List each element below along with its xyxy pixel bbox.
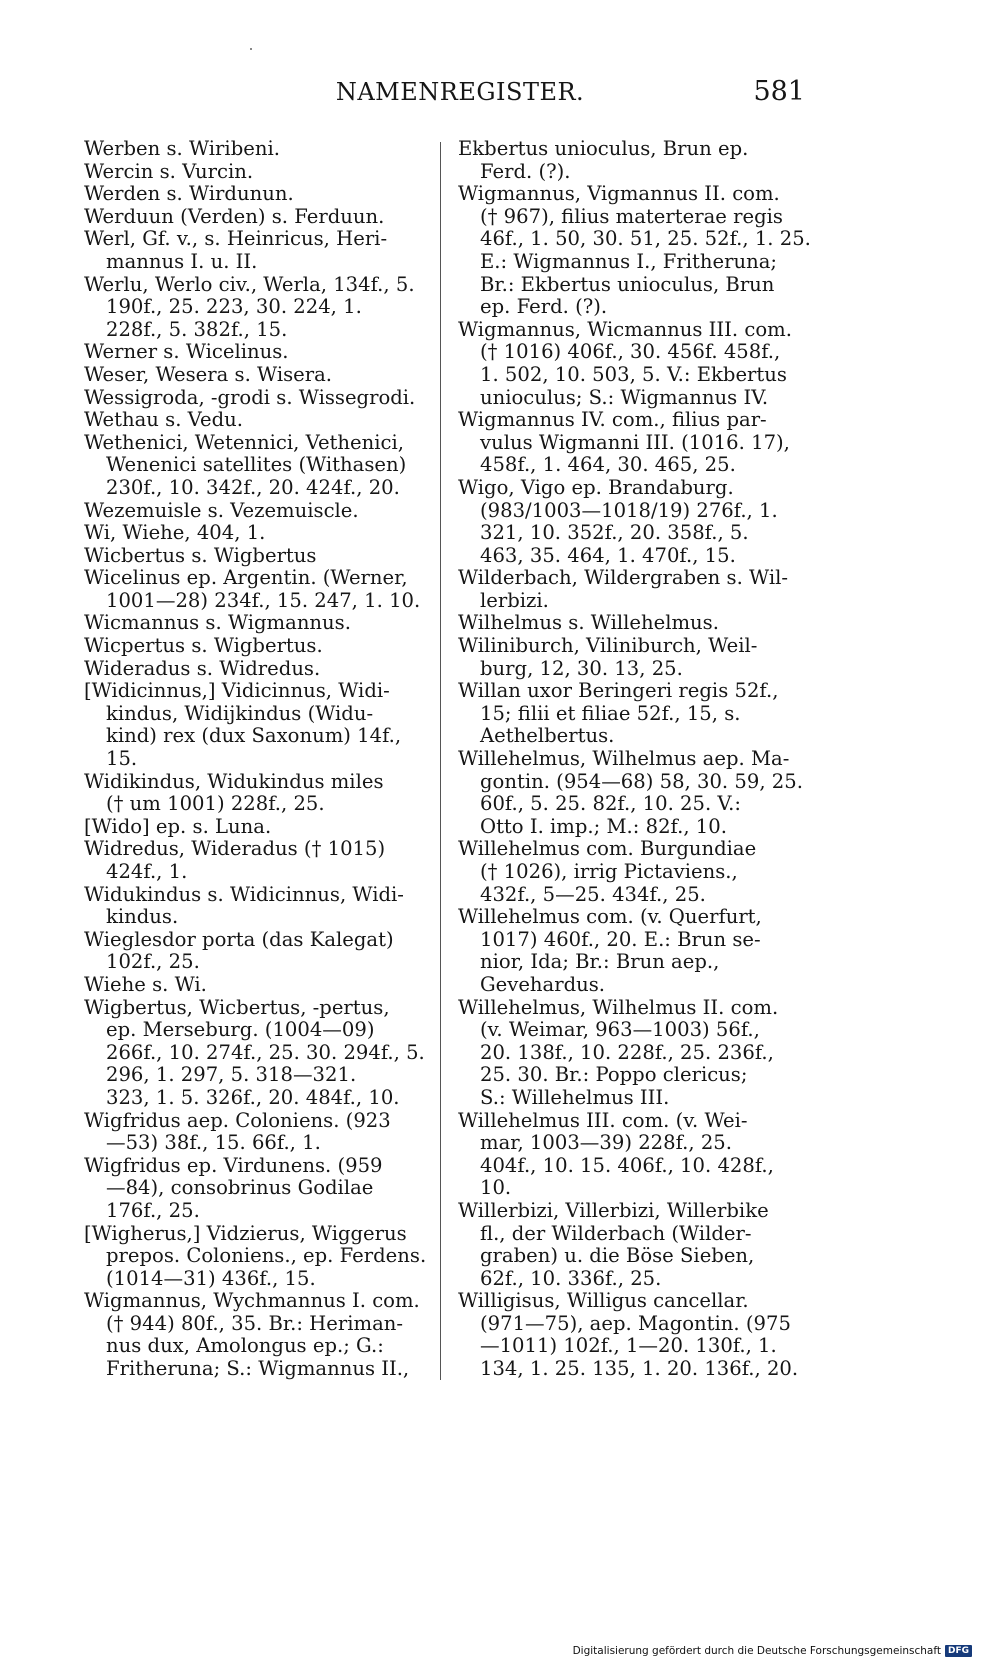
index-entry: [84, 161, 421, 184]
index-entry-headline: Wicelinus ep. Argentin. (Werner,: [84, 566, 408, 590]
index-entry: [458, 138, 795, 183]
index-entry-headline: Wigmannus, Wychmannus I. com.: [84, 1289, 420, 1313]
index-entry: [84, 567, 421, 612]
index-entry-continuation: 228f., 5. 382f., 15.: [106, 317, 288, 341]
index-entry-continuation: —53) 38f., 15. 66f., 1.: [106, 1131, 321, 1155]
index-entry-continuation: kindus, Widijkindus (Widu-: [106, 701, 374, 725]
index-entry-headline: Werl, Gf. v., s. Heinricus, Heri-: [84, 227, 388, 251]
scan-speck: [250, 48, 252, 50]
index-entry-continuation: († um 1001) 228f., 25.: [106, 792, 325, 816]
footer-note-text: Digitalisierung gefördert durch die Deutsche Forschungsgemeinschaft: [572, 1645, 941, 1657]
index-entry: [458, 838, 795, 906]
index-entry-headline: Widukindus s. Widicinnus, Widi-: [84, 882, 404, 906]
index-entry-continuation: mar, 1003—39) 228f., 25.: [480, 1131, 732, 1155]
index-entry: [84, 522, 421, 545]
index-entry: [84, 432, 421, 500]
index-entry-continuation: Gevehardus.: [480, 972, 606, 996]
index-column-left: [84, 137, 427, 1381]
index-entry-headline: [Wigherus,] Vidzierus, Wiggerus: [84, 1221, 407, 1245]
index-entry-continuation: 463, 35. 464, 1. 470f., 15.: [480, 543, 736, 567]
index-entry-continuation: Ferd. (?).: [480, 159, 571, 183]
index-entry: [84, 409, 421, 432]
index-entry-headline: Wercin s. Vurcin.: [84, 159, 254, 183]
index-entry-continuation: 46f., 1. 50, 30. 51, 25. 52f., 1. 25.: [480, 227, 811, 251]
index-entry: [458, 635, 795, 680]
index-entry-headline: Wicmannus s. Wigmannus.: [84, 611, 351, 635]
index-entry-headline: Wilhelmus s. Willehelmus.: [458, 611, 719, 635]
index-entry-continuation: Br.: Ekbertus unioculus, Brun: [480, 272, 775, 296]
index-entry-continuation: 404f., 10. 15. 406f., 10. 428f.,: [480, 1153, 774, 1177]
index-entry-continuation: († 1026), irrig Pictaviens.,: [480, 860, 738, 883]
index-entry-headline: Wigfridus ep. Virdunens. (959: [84, 1153, 383, 1177]
index-entry-continuation: ep. Merseburg. (1004—09): [106, 1018, 375, 1042]
index-entry-continuation: Otto I. imp.; M.: 82f., 10.: [480, 814, 727, 838]
index-entry: [84, 816, 421, 839]
index-entry-continuation: 424f., 1.: [106, 860, 188, 883]
index-entry-continuation: kindus.: [106, 905, 179, 929]
index-entry-headline: Wethau s. Vedu.: [84, 408, 244, 432]
index-entry-continuation: 176f., 25.: [106, 1198, 200, 1222]
index-entry: [458, 747, 803, 838]
index-entry: [84, 771, 421, 816]
index-entry: [84, 658, 421, 681]
index-entry-headline: Werner s. Wicelinus.: [84, 340, 289, 364]
index-entry: [84, 929, 421, 974]
index-entry: [458, 182, 811, 319]
index-entry-continuation: Fritheruna; S.: Wigmannus II.,: [106, 1357, 410, 1381]
index-entry: [458, 1289, 799, 1381]
index-entry: [84, 1290, 421, 1380]
index-entry: [458, 680, 795, 748]
index-entry-continuation: S.: Willehelmus III.: [480, 1085, 670, 1109]
index-entry-continuation: Wenenici satellites (Withasen): [106, 453, 407, 477]
index-entry-headline: Willehelmus com. Burgundiae: [458, 837, 757, 861]
index-entry-continuation: 62f., 10. 336f., 25.: [480, 1266, 662, 1290]
index-entry-continuation: 432f., 5—25. 434f., 25.: [480, 882, 706, 906]
index-entry: [84, 974, 421, 997]
index-entry: [84, 995, 425, 1110]
index-entry-headline: Werduun (Verden) s. Ferduun.: [84, 204, 385, 228]
index-entry: [84, 1155, 421, 1223]
index-entry: [84, 612, 421, 635]
index-entry-continuation: burg, 12, 30. 13, 25.: [480, 656, 683, 680]
index-entry-headline: Wilderbach, Wildergraben s. Wil-: [458, 566, 788, 590]
index-entry-headline: Wideradus s. Widredus.: [84, 656, 321, 680]
index-entry-continuation: nus dux, Amolongus ep.; G.:: [106, 1334, 384, 1358]
index-entry-continuation: 458f., 1. 464, 30. 465, 25.: [480, 453, 736, 477]
index-entry-continuation: vulus Wigmanni III. (1016. 17),: [480, 430, 790, 454]
index-entry-headline: Wessigroda, -grodi s. Wissegrodi.: [84, 385, 416, 409]
index-entry-continuation: 10.: [480, 1176, 512, 1200]
index-entry-headline: Willehelmus com. (v. Querfurt,: [458, 905, 762, 929]
index-column-right: [458, 137, 811, 1381]
digitization-footer: [573, 1645, 972, 1657]
index-entry-continuation: —1011) 102f., 1—20. 130f., 1.: [480, 1334, 777, 1358]
index-entry: [84, 500, 421, 523]
index-entry-continuation: mannus I. u. II.: [106, 249, 258, 273]
index-entry-headline: Wezemuisle s. Vezemuiscle.: [84, 498, 359, 522]
index-entry-headline: Willehelmus III. com. (v. Wei-: [458, 1108, 748, 1132]
index-entry: [458, 319, 795, 409]
index-entry-continuation: 323, 1. 5. 326f., 20. 484f., 10.: [106, 1085, 400, 1109]
index-entry-continuation: († 944) 80f., 35. Br.: Heriman-: [106, 1311, 403, 1335]
index-entry-headline: Willehelmus, Wilhelmus II. com.: [458, 995, 779, 1019]
index-entry-headline: Wigo, Vigo ep. Brandaburg.: [458, 475, 734, 499]
index-entry-headline: Wi, Wiehe, 404, 1.: [84, 521, 266, 545]
index-entry-headline: Willigisus, Willigus cancellar.: [458, 1289, 749, 1313]
dfg-logo-icon: DFG: [945, 1645, 972, 1657]
index-entry: [458, 906, 795, 996]
index-entry: [84, 387, 421, 410]
index-entry: [84, 1110, 421, 1155]
index-entry-continuation: 15.: [106, 747, 138, 771]
index-entry: [458, 1200, 795, 1290]
index-entry-continuation: 134, 1. 25. 135, 1. 20. 136f., 20.: [480, 1357, 799, 1381]
column-divider: [440, 142, 441, 1380]
index-entry-continuation: 20. 138f., 10. 228f., 25. 236f.,: [480, 1040, 774, 1064]
index-entry-continuation: nior, Ida; Br.: Brun aep.,: [480, 950, 720, 974]
index-entry-headline: Werden s. Wirdunun.: [84, 182, 294, 206]
index-entry-continuation: 25. 30. Br.: Poppo clericus;: [480, 1063, 748, 1087]
index-entry-continuation: 1017) 460f., 20. E.: Brun se-: [480, 927, 761, 951]
index-entry-continuation: 190f., 25. 223, 30. 224, 1.: [106, 295, 362, 319]
index-entry-continuation: (v. Weimar, 963—1003) 56f.,: [480, 1018, 760, 1042]
running-header-title: NAMENREGISTER.: [335, 78, 585, 106]
index-entry-headline: Wigbertus, Wicbertus, -pertus,: [84, 995, 390, 1019]
index-entry-headline: Wethenici, Wetennici, Vethenici,: [84, 430, 405, 454]
index-entry-continuation: gontin. (954—68) 58, 30. 59, 25.: [480, 769, 803, 793]
index-entry-continuation: (983/1003—1018/19) 276f., 1.: [480, 498, 778, 522]
index-entry: [84, 206, 421, 229]
index-entry-continuation: 60f., 5. 25. 82f., 10. 25. V.:: [480, 792, 741, 816]
index-entry: [84, 884, 421, 929]
index-entry-headline: [Widicinnus,] Vidicinnus, Widi-: [84, 679, 390, 703]
index-entry-headline: Willerbizi, Villerbizi, Willerbike: [458, 1198, 769, 1222]
index-entry: [84, 545, 421, 568]
index-entry-continuation: lerbizi.: [480, 588, 549, 612]
index-entry-continuation: 296, 1. 297, 5. 318—321.: [106, 1063, 357, 1087]
index-entry-continuation: (1014—31) 436f., 15.: [106, 1266, 316, 1290]
index-entry-continuation: 15; filii et filiae 52f., 15, s.: [480, 701, 741, 725]
index-entry-headline: Ekbertus unioculus, Brun ep.: [458, 137, 749, 160]
index-entry-headline: Wicbertus s. Wigbertus: [84, 543, 317, 567]
index-entry-headline: Wiehe s. Wi.: [84, 972, 207, 996]
index-entry-headline: Werben s. Wiribeni.: [84, 137, 280, 160]
index-entry-headline: Willan uxor Beringeri regis 52f.,: [458, 679, 779, 703]
index-entry-headline: Wigmannus IV. com., filius par-: [458, 408, 767, 432]
index-entry: [458, 477, 795, 567]
index-entry-continuation: graben) u. die Böse Sieben,: [480, 1244, 755, 1268]
index-entry-continuation: —84), consobrinus Godilae: [106, 1176, 374, 1200]
index-entry-headline: Wigfridus aep. Coloniens. (923: [84, 1108, 391, 1132]
index-entry: [84, 838, 421, 883]
index-entry: [84, 1221, 427, 1291]
index-entry: [458, 567, 795, 612]
index-entry-continuation: 1. 502, 10. 503, 5. V.: Ekbertus: [480, 362, 787, 386]
index-entry: [458, 612, 795, 635]
index-entry-continuation: fl., der Wilderbach (Wilder-: [480, 1221, 752, 1245]
index-entry: [84, 228, 421, 273]
index-entry-continuation: 266f., 10. 274f., 25. 30. 294f., 5.: [106, 1040, 425, 1064]
index-entry-headline: Widikindus, Widukindus miles: [84, 769, 384, 793]
index-entry-continuation: unioculus; S.: Wigmannus IV.: [480, 385, 769, 409]
index-entry-headline: Werlu, Werlo civ., Werla, 134f., 5.: [84, 272, 415, 296]
index-entry-headline: Willehelmus, Wilhelmus aep. Ma-: [458, 747, 790, 771]
index-entry-continuation: (971—75), aep. Magontin. (975: [480, 1311, 791, 1335]
index-entry-continuation: Aethelbertus.: [480, 724, 615, 748]
index-entry-continuation: († 967), filius materterae regis: [480, 204, 783, 228]
index-entry: [84, 364, 421, 387]
index-entry-continuation: 321, 10. 352f., 20. 358f., 5.: [480, 521, 749, 545]
index-entry-continuation: prepos. Coloniens., ep. Ferdens.: [106, 1244, 427, 1268]
index-entry: [84, 138, 421, 161]
index-entry-headline: Wiliniburch, Viliniburch, Weil-: [458, 634, 758, 658]
index-entry-headline: [Wido] ep. s. Luna.: [84, 814, 272, 838]
index-entry: [458, 409, 795, 477]
index-entry-headline: Widredus, Wideradus († 1015): [84, 837, 386, 861]
index-entry-continuation: 102f., 25.: [106, 950, 200, 974]
index-entry: [458, 997, 795, 1110]
index-entry-headline: Weser, Wesera s. Wisera.: [84, 362, 333, 386]
page-number: 581: [753, 76, 805, 107]
index-entry-continuation: 1001—28) 234f., 15. 247, 1. 10.: [106, 588, 421, 612]
index-entry-continuation: kind) rex (dux Saxonum) 14f.,: [106, 724, 402, 748]
index-entry-continuation: E.: Wigmannus I., Fritheruna;: [480, 249, 777, 273]
index-entry: [84, 341, 421, 364]
index-entry-continuation: ep. Ferd. (?).: [480, 295, 608, 319]
index-entry-continuation: († 1016) 406f., 30. 456f. 458f.,: [480, 340, 781, 364]
index-entry-continuation: 230f., 10. 342f., 20. 424f., 20.: [106, 475, 400, 499]
index-entry-headline: Wicpertus s. Wigbertus.: [84, 634, 323, 658]
index-entry: [458, 1110, 795, 1200]
index-entry-headline: Wigmannus, Vigmannus II. com.: [458, 182, 780, 206]
index-entry-headline: Wigmannus, Wicmannus III. com.: [458, 317, 792, 341]
index-entry: [84, 274, 421, 342]
index-entry: [84, 183, 421, 206]
index-entry: [84, 635, 421, 658]
index-entry-headline: Wieglesdor porta (das Kalegat): [84, 927, 394, 951]
index-entry: [84, 680, 421, 770]
